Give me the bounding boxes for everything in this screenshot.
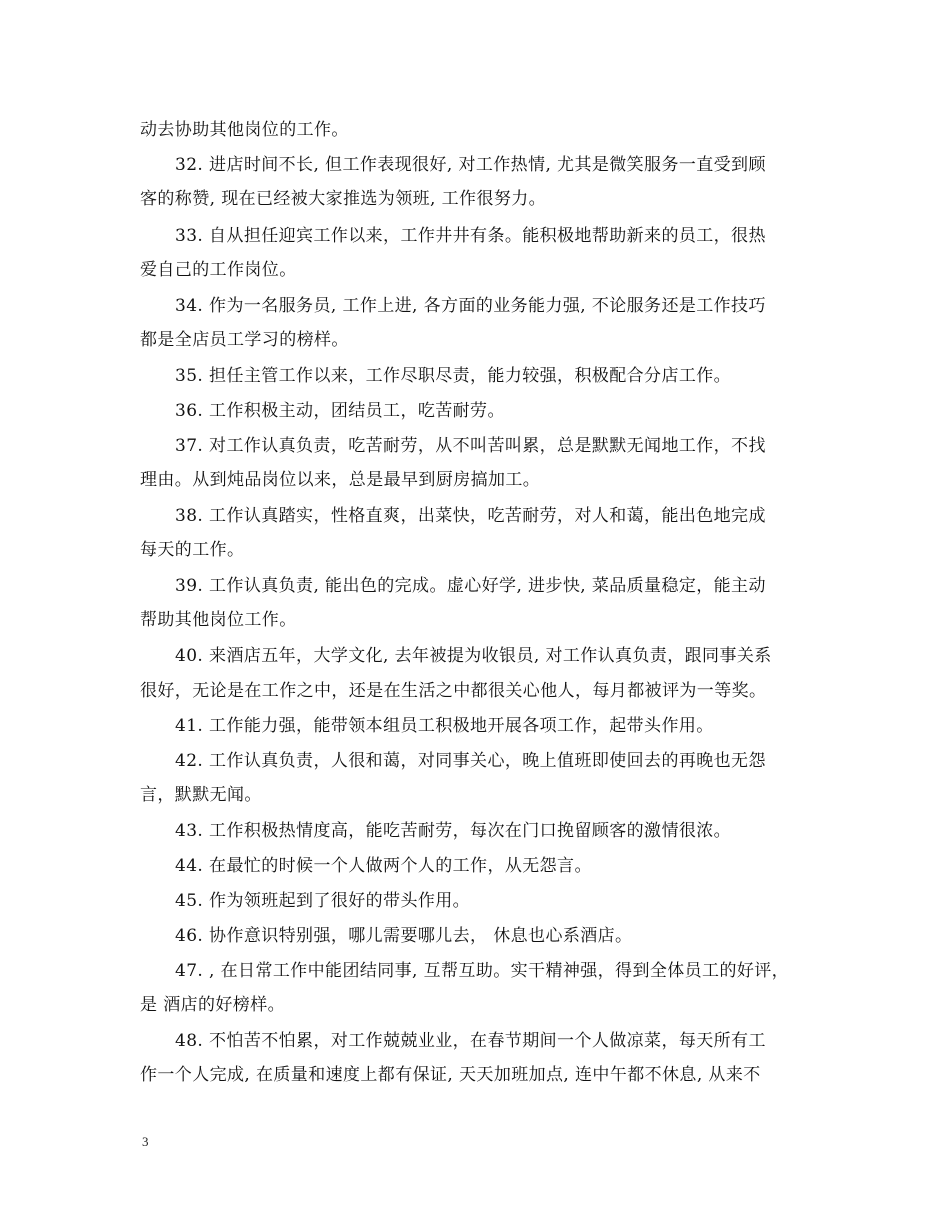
- text-line: 46. 协作意识特别强，哪儿需要哪儿去， 休息也心系酒店。: [175, 926, 633, 946]
- text-line: 47. , 在日常工作中能团结同事, 互帮互助。实干精神强，得到全体员工的好评，: [175, 961, 790, 981]
- text-line: 动去协助其他岗位的工作。: [140, 120, 349, 140]
- text-line: 33. 自从担任迎宾工作以来，工作井井有条。能积极地帮助新来的员工，很热: [175, 226, 766, 246]
- text-line: 36. 工作积极主动，团结员工，吃苦耐劳。: [175, 401, 505, 421]
- text-line: 爱自己的工作岗位。: [140, 260, 297, 280]
- text-line: 帮助其他岗位工作。: [140, 610, 297, 630]
- text-line: 作一个人完成, 在质量和速度上都有保证, 天天加班加点, 连中午都不休息, 从来不: [140, 1065, 761, 1085]
- text-line: 客的称赞, 现在已经被大家推选为领班, 工作很努力。: [140, 189, 547, 209]
- text-line: 是 酒店的好榜样。: [140, 995, 286, 1015]
- text-line: 41. 工作能力强，能带领本组员工积极地开展各项工作，起带头作用。: [175, 716, 714, 736]
- text-line: 38. 工作认真踏实，性格直爽，出菜快，吃苦耐劳，对人和蔼，能出色地完成: [175, 506, 766, 526]
- text-line: 很好，无论是在工作之中，还是在生活之中都很关心他人，每月都被评为一等奖。: [140, 681, 767, 701]
- text-line: 理由。从到炖品岗位以来，总是最早到厨房搞加工。: [140, 470, 541, 490]
- text-line: 39. 工作认真负责, 能出色的完成。虚心好学, 进步快, 菜品质量稳定，能主动: [175, 576, 766, 596]
- text-line: 44. 在最忙的时候一个人做两个人的工作，从无怨言。: [175, 856, 592, 876]
- text-line: 40. 来酒店五年，大学文化, 去年被提为收银员, 对工作认真负责，跟同事关系: [175, 646, 772, 666]
- text-line: 言，默默无闻。: [140, 785, 262, 805]
- page-number: 3: [142, 1134, 149, 1149]
- text-line: 32. 进店时间不长, 但工作表现很好, 对工作热情, 尤其是微笑服务一直受到顾: [175, 155, 766, 175]
- text-line: 37. 对工作认真负责，吃苦耐劳，从不叫苦叫累，总是默默无闻地工作，不找: [175, 436, 766, 456]
- text-line: 43. 工作积极热情度高，能吃苦耐劳，每次在门口挽留顾客的激情很浓。: [175, 821, 732, 841]
- text-line: 35. 担任主管工作以来，工作尽职尽责，能力较强，积极配合分店工作。: [175, 366, 732, 386]
- text-line: 42. 工作认真负责，人很和蔼，对同事关心，晚上值班即使回去的再晚也无怨: [175, 751, 766, 771]
- text-line: 都是全店员工学习的榜样。: [140, 330, 349, 350]
- text-line: 45. 作为领班起到了很好的带头作用。: [175, 891, 471, 911]
- text-line: 48. 不怕苦不怕累，对工作兢兢业业，在春节期间一个人做凉菜，每天所有工: [175, 1031, 766, 1051]
- text-line: 每天的工作。: [140, 540, 245, 560]
- text-line: 34. 作为一名服务员, 工作上进, 各方面的业务能力强, 不论服务还是工作技巧: [175, 296, 766, 316]
